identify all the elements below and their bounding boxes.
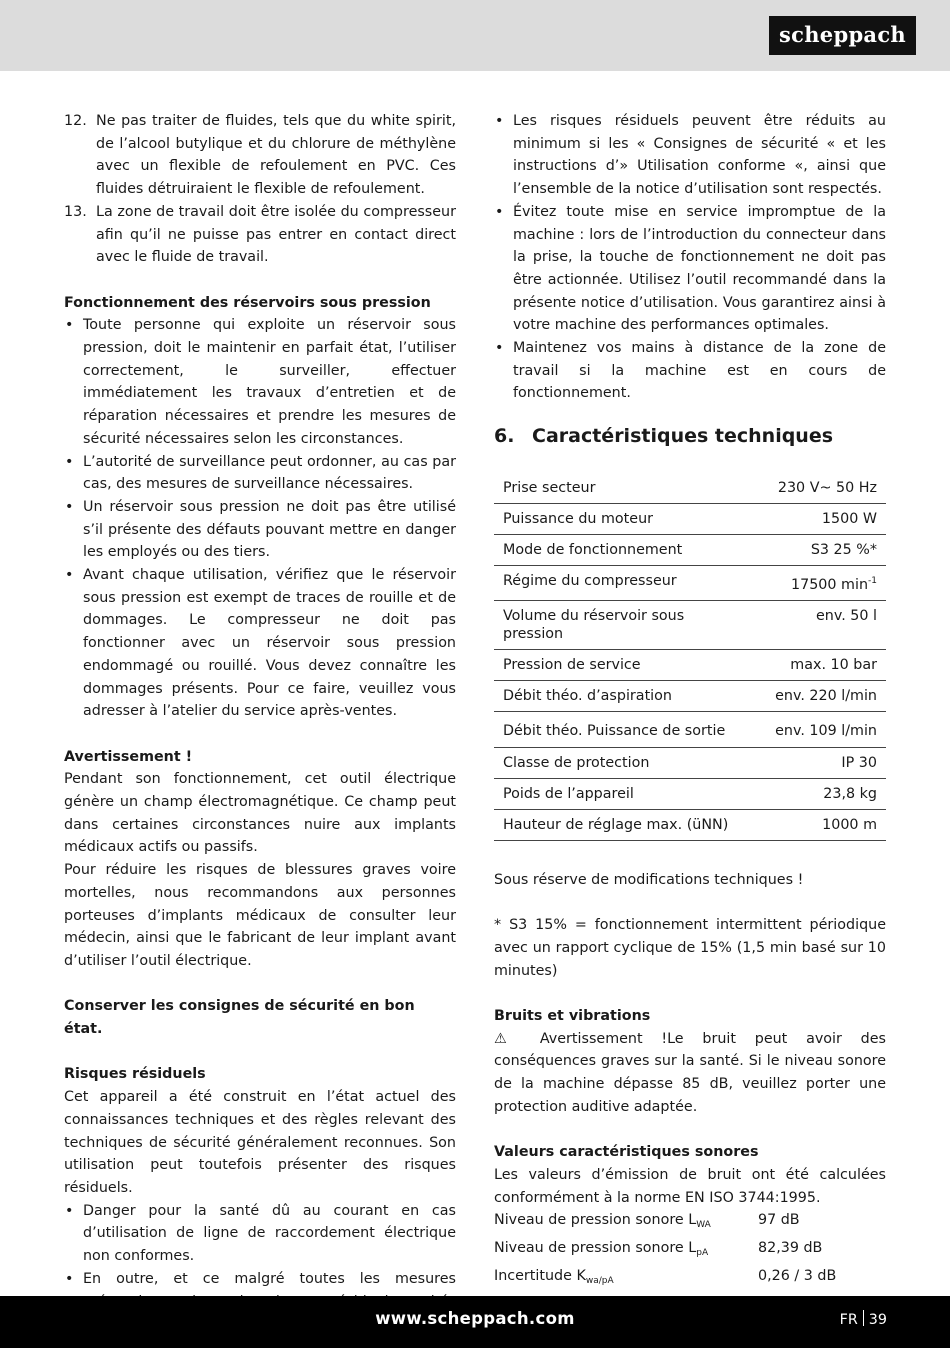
list-item-13 [64, 201, 456, 269]
item-text: Ne pas traiter de fluides, tels que du white spirit, de l’alcool butylique et du chlorure de méthylène avec un flexible de refoulement en PVC. Ces fluides détruiraient le flexible de refoulement. [96, 113, 456, 198]
item-text: La zone de travail doit être isolée du compresseur afin qu’il ne puisse pas entrer en contact direct avec le fluide de travail. [96, 203, 456, 266]
table-row [494, 747, 886, 778]
spec-value-exponent: -1 [868, 575, 877, 586]
left-column [64, 110, 456, 1336]
spec-value: env. 109 l/min [754, 711, 886, 747]
sound-label [494, 1209, 758, 1237]
residual-risks-paragraph: Cet appareil a été construit en l’état actuel des connaissances techniques et des règles relevant des techniques de sécurité généralement reconnues. Son utilisation peut toutefois présenter des risques résiduels. [64, 1089, 456, 1196]
table-row [494, 809, 886, 840]
page-footer [0, 1296, 950, 1348]
spec-label: Hauteur de réglage max. (üNN) [494, 809, 754, 840]
page-header-bar [0, 0, 950, 71]
table-row [494, 503, 886, 534]
bullet-text: Les risques résiduels peuvent être réduits au minimum si les « Consignes de sécurité « et les instructions d’» Utilisation conforme «, ainsi que l’ensemble de la notice d’utilisation sont respectés. [513, 113, 886, 198]
item-number: 12. [64, 113, 87, 129]
warning-heading: Avertissement ! [64, 748, 193, 765]
spec-value: S3 25 %* [754, 534, 886, 565]
bullet-item: • L’autorité de surveillance peut ordonner, au cas par cas, des mesures de surveillance nécessaires. [64, 451, 456, 496]
bullet-item: • En outre, et ce malgré toutes les mesures [64, 1268, 456, 1336]
keep-instructions-heading: Conserver les consignes de sécurité en bon état. [64, 998, 415, 1038]
bullet-item: • Toute personne qui exploite un réservoir sous pression, doit le maintenir en parfait état, l’utiliser correctement, le surveiller, effectuer immédiatement les travaux d’entretien et de réparation nécessaires et prendre les mesures de sécurité nécessaires selon les circonstances. [64, 314, 456, 450]
spec-label: Mode de fonctionnement [494, 534, 754, 565]
brand-logo: scheppach [770, 17, 915, 54]
table-row [494, 534, 886, 565]
table-row [494, 711, 886, 747]
spec-label: Régime du compresseur [494, 565, 754, 600]
item-number: 13. [64, 203, 87, 220]
language-code: FR [839, 1312, 858, 1328]
table-row [494, 600, 886, 649]
sound-label-text: Niveau de pression sonore L [494, 1240, 697, 1257]
bullet-text: L’autorité de surveillance peut ordonner, au cas par cas, des mesures de surveillance nécessaires. [83, 453, 456, 493]
sound-label-text: Niveau de pression sonore L [494, 1212, 697, 1229]
spec-label: Pression de service [494, 649, 754, 680]
spec-label: Volume du réservoir sous pression [494, 600, 754, 649]
sound-values-heading: Valeurs caractéristiques sonores [494, 1144, 759, 1161]
table-row [494, 680, 886, 711]
spec-value: env. 220 l/min [754, 680, 886, 711]
website-link[interactable]: www.scheppach.com [375, 1309, 575, 1328]
spec-value: 1500 W [754, 503, 886, 534]
section-number: 6. [494, 425, 515, 448]
bullet-item: • Maintenez vos mains à distance de la zone de travail si la machine est en cours de fonctionnement. [494, 337, 886, 405]
warning-paragraph-2: Pour réduire les risques de blessures graves voire mortelles, nous recommandons aux personnes porteuses d’implants médicaux de consulter leur médecin, ainsi que le fabricant de leur implant avant d’utiliser l’outil électrique. [64, 862, 456, 969]
warning-icon: ⚠ [494, 1030, 522, 1047]
sound-row [494, 1237, 886, 1265]
spec-label: Classe de protection [494, 747, 754, 778]
table-row [494, 473, 886, 504]
bullet-text: Danger pour la santé dû au courant en cas d’utilisation de ligne de raccordement électrique non conformes. [83, 1202, 456, 1265]
divider [863, 1310, 864, 1326]
sound-label-sub: wa/pA [585, 1275, 614, 1286]
page-indicator [840, 1310, 887, 1328]
table-row [494, 778, 886, 809]
spec-label: Débit théo. d’aspiration [494, 680, 754, 711]
bullet-text: Maintenez vos mains à distance de la zone de travail si la machine est en cours de fonctionnement. [513, 340, 886, 402]
spec-value-text: 17500 min [791, 576, 869, 593]
bullet-text: Évitez toute mise en service impromptue de la machine : lors de l’introduction du connecteur dans la prise, la touche de fonctionnement ne doit pas être actionnée. Utilisez l’outil recommandé dans la présente notice d’utilisation. Vous garantirez ainsi à votre machine des performances optimales. [513, 203, 886, 334]
bullet-item: • Danger pour la santé dû au courant en cas d’utilisation de ligne de raccordement électrique non conformes. [64, 1200, 456, 1268]
pressure-vessels-heading: Fonctionnement des réservoirs sous pression [64, 294, 431, 311]
bullet-text: Toute personne qui exploite un réservoir sous pression, doit le maintenir en parfait état, l’utiliser correctement, le surveiller, effectuer immédiatement les travaux d’entretien et de réparation nécessaires et prendre les mesures de sécurité nécessaires selon les circonstances. [83, 317, 456, 447]
sound-value: 82,39 dB [758, 1240, 823, 1257]
spec-value: env. 50 l [754, 600, 886, 649]
noise-warning-text: Avertissement !Le bruit peut avoir des conséquences graves sur la santé. Si le niveau sonore de la machine dépasse 85 dB, veuillez porter une protection auditive adaptée. [494, 1030, 886, 1115]
spec-label: Puissance du moteur [494, 503, 754, 534]
spec-label: Prise secteur [494, 473, 754, 504]
spec-value: 230 V~ 50 Hz [754, 473, 886, 504]
spec-value: max. 10 bar [754, 649, 886, 680]
page-number: 39 [868, 1312, 887, 1328]
spec-value: 23,8 kg [754, 778, 886, 809]
sound-value: 0,26 / 3 dB [758, 1267, 837, 1284]
bullet-text: Un réservoir sous pression ne doit pas être utilisé s’il présente des défauts pouvant mettre en danger les employés ou des tiers. [83, 498, 456, 561]
bullet-text: Avant chaque utilisation, vérifiez que le réservoir sous pression est exempt de traces de rouille et de dommages. Le compresseur ne doit pas fonctionner avec un réservoir sous pression endommagé ou rouillé. Vous devez connaître les dommages présents. Pour ce faire, veuillez vous adresser à l’atelier du service après-ventes. [83, 567, 456, 720]
bullet-item: • Les risques résiduels peuvent être réduits au minimum si les « Consignes de sécurité « et les instructions d’» Utilisation conforme «, ainsi que l’ensemble de la notice d’utilisation sont respectés. [494, 110, 886, 201]
residual-risks-heading: Risques résiduels [64, 1066, 206, 1083]
list-item-12 [64, 110, 456, 201]
sound-label [494, 1237, 758, 1265]
table-row [494, 649, 886, 680]
bullet-text: En outre, et ce malgré toutes les mesures [83, 1270, 456, 1287]
s3-footnote: * S3 15% = fonctionnement intermittent périodique avec un rapport cyclique de 15% (1,5 min basé sur 10 minutes) [494, 917, 886, 979]
reserve-note: Sous réserve de modifications techniques ! [494, 871, 804, 888]
warning-paragraph-1: Pendant son fonctionnement, cet outil électrique génère un champ électromagnétique. Ce champ peut dans certaines circonstances nuire aux implants médicaux actifs ou passifs. [64, 771, 456, 856]
spec-value: 1000 m [754, 809, 886, 840]
section-title: Caractéristiques techniques [532, 425, 834, 448]
sound-label [494, 1265, 758, 1293]
bullet-item: • Un réservoir sous pression ne doit pas être utilisé s’il présente des défauts pouvant mettre en danger les employés ou des tiers. [64, 496, 456, 564]
section-heading [494, 425, 886, 448]
spec-label: Poids de l’appareil [494, 778, 754, 809]
bullet-item: • Évitez toute mise en service impromptue de la machine : lors de l’introduction du connecteur dans la prise, la touche de fonctionnement ne doit pas être actionnée. Utilisez l’outil recommandé dans la présente notice d’utilisation. Vous garantirez ainsi à votre machine des performances optimales. [494, 201, 886, 337]
noise-warning [494, 1028, 886, 1119]
right-column [494, 110, 886, 1292]
sound-label-text: Incertitude K [494, 1267, 586, 1284]
table-row [494, 565, 886, 600]
sound-value: 97 dB [758, 1212, 800, 1229]
noise-heading: Bruits et vibrations [494, 1008, 651, 1025]
spec-label: Débit théo. Puissance de sortie [494, 711, 754, 747]
spec-value: IP 30 [754, 747, 886, 778]
spec-table [494, 473, 886, 841]
sound-label-sub: WA [696, 1220, 711, 1231]
sound-label-sub: pA [696, 1248, 709, 1259]
spec-value [754, 565, 886, 600]
sound-row [494, 1265, 886, 1293]
sound-row [494, 1209, 886, 1237]
sound-intro: Les valeurs d’émission de bruit ont été calculées conformément à la norme EN ISO 3744:1995. [494, 1166, 886, 1206]
bullet-item: • Avant chaque utilisation, vérifiez que le réservoir sous pression est exempt de traces de rouille et de dommages. Le compresseur ne doit pas fonctionner avec un réservoir sous pression endommagé ou rouillé. Vous devez connaître les dommages présents. Pour ce faire, veuillez vous adresser à l’atelier du service après-ventes. [64, 564, 456, 723]
